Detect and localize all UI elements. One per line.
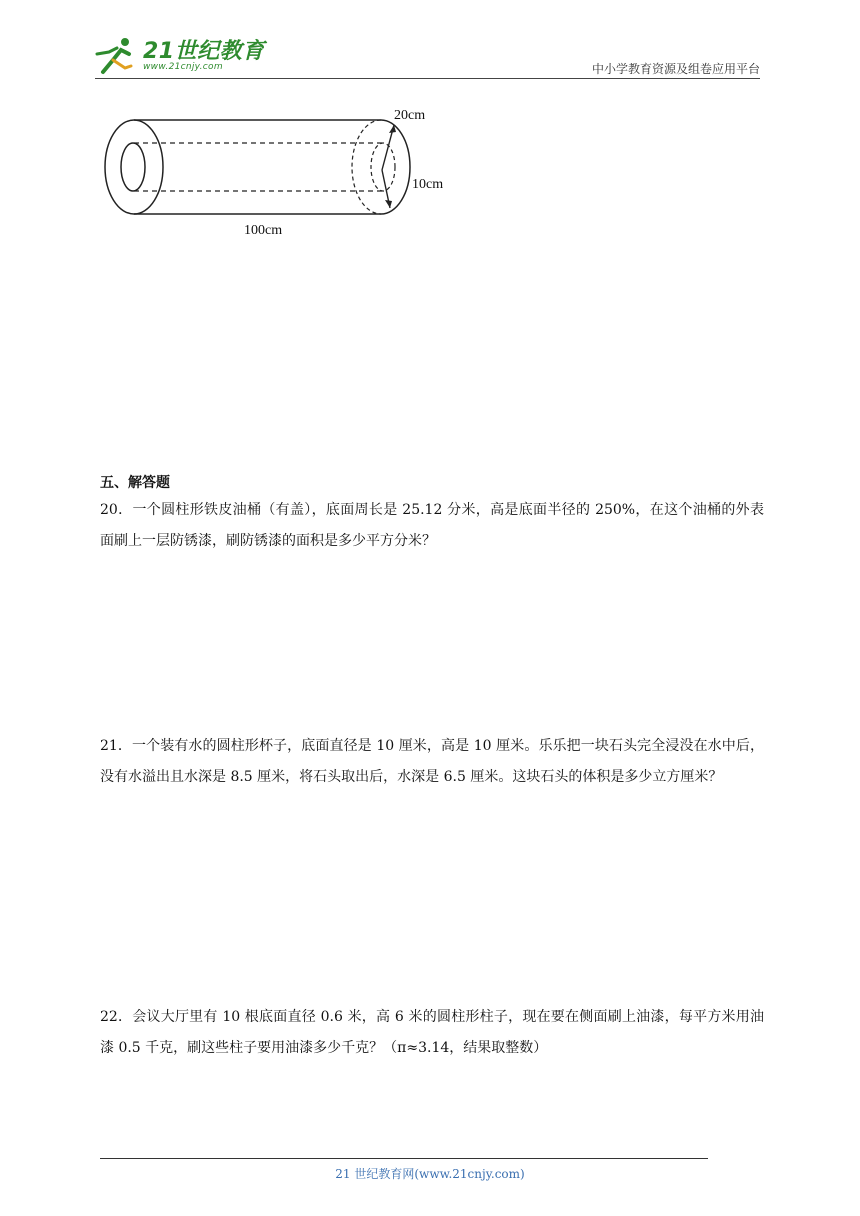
- label-length: 100cm: [244, 223, 283, 238]
- hollow-cylinder-figure: [100, 100, 480, 245]
- problem-21: 21．一个装有水的圆柱形杯子，底面直径是 10 厘米，高是 10 厘米。乐乐把一块石头完全浸没在水中后，没有水溢出且水深是 8.5 厘米，将石头取出后，水深是 6.5 厘米。这块石头的体积是多少立方厘米？: [100, 738, 764, 785]
- left-inner-ellipse: [121, 143, 145, 191]
- section-title: 五、解答题: [100, 475, 170, 491]
- footer-divider: [100, 1158, 708, 1159]
- runner-logo-icon: [95, 36, 139, 76]
- right-outer-back-arc: [352, 120, 381, 214]
- label-outer-diameter: 20cm: [394, 108, 426, 123]
- problem-20: 20．一个圆柱形铁皮油桶（有盖），底面周长是 25.12 分米，高是底面半径的 250%，在这个油桶的外表面刷上一层防锈漆，刷防锈漆的面积是多少平方分米？: [100, 502, 764, 549]
- label-inner-diameter: 10cm: [412, 177, 444, 192]
- logo-url: www.21cnjy.com: [143, 62, 223, 72]
- header-divider: [95, 78, 760, 79]
- problem-22: 22．会议大厅里有 10 根底面直径 0.6 米，高 6 米的圆柱形柱子，现在要在侧面刷上油漆，每平方米用油漆 0.5 千克，刷这些柱子要用油漆多少千克？（π≈3.14，结果取整数）: [100, 1009, 764, 1056]
- site-logo[interactable]: [95, 32, 265, 78]
- left-outer-ellipse: [105, 120, 163, 214]
- header-tagline: 中小学教育资源及组卷应用平台: [591, 62, 760, 76]
- footer-link[interactable]: 21 世纪教育网(www.21cnjy.com): [335, 1167, 525, 1181]
- page-header: [95, 32, 760, 78]
- logo-text: 21世纪教育: [143, 39, 265, 64]
